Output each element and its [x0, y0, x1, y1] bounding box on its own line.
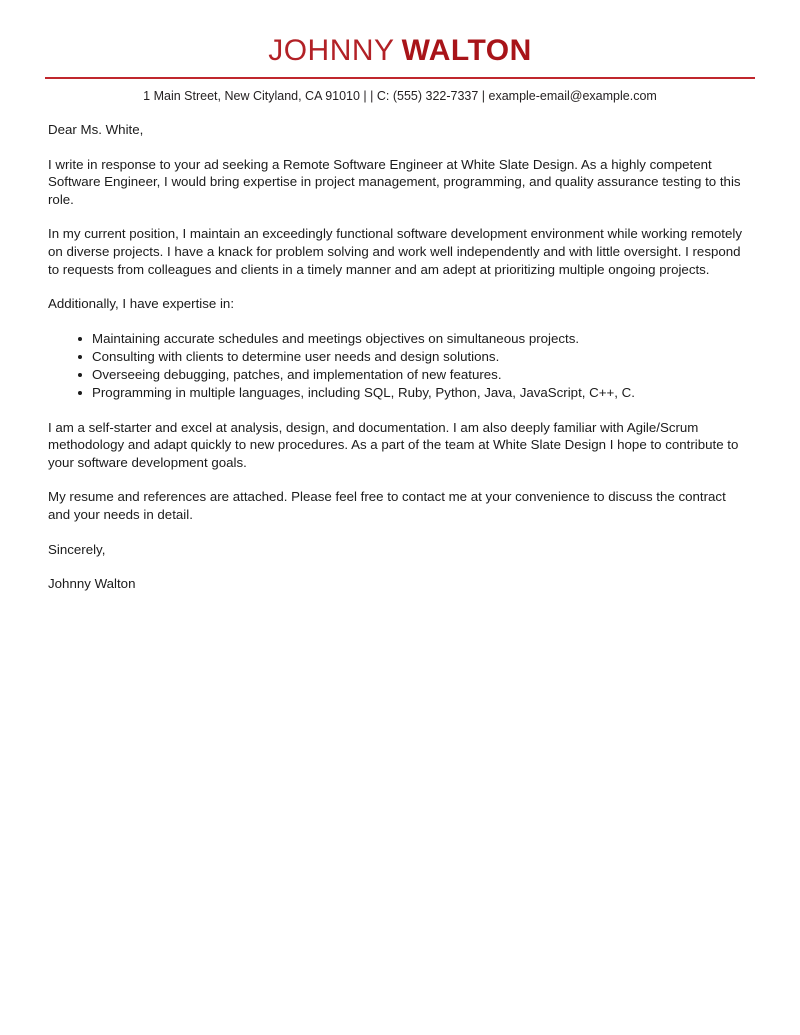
list-item — [78, 330, 750, 348]
contact-line: 1 Main Street, New Cityland, CA 91010 | | C: (555) 322-7337 | example-email@example.com — [143, 89, 657, 103]
list-item — [78, 348, 750, 366]
page-title — [0, 34, 800, 68]
letterhead — [0, 0, 800, 104]
list-item — [78, 366, 750, 384]
first-name: JOHNNY — [268, 34, 395, 67]
signature-name: Johnny Walton — [48, 576, 136, 592]
expertise-list — [48, 330, 750, 402]
bullet-icon — [78, 355, 82, 359]
salutation: Dear Ms. White, — [48, 122, 144, 137]
bullet-icon — [78, 391, 82, 395]
paragraph-3: I am a self-starter and excel at analysis, design, and documentation. I am also deeply familiar with Agile/Scrum methodology and adapt quickly to new procedures. As a part of the team at White Slate Design I hope to contribute to your software development goals. — [48, 419, 739, 470]
letter-body — [48, 104, 750, 593]
bullet-icon — [78, 337, 82, 341]
paragraph-2: In my current position, I maintain an exceedingly functional software development environment while working remotely on diverse projects. I have a knack for problem solving and work well independently and with little oversight. I respond to requests from colleagues and clients in a timely manner and am adept at prioritizing multiple ongoing projects. — [48, 226, 743, 277]
closing-salutation: Sincerely, — [48, 541, 106, 557]
expertise-intro: Additionally, I have expertise in: — [48, 296, 235, 312]
list-item-label: Maintaining accurate schedules and meetings objectives on simultaneous projects. — [92, 330, 580, 346]
list-item-label: Overseeing debugging, patches, and implementation of new features. — [92, 366, 502, 382]
paragraph-4: My resume and references are attached. Please feel free to contact me at your convenience to discuss the contract and your needs in detail. — [48, 489, 726, 522]
list-item — [78, 384, 750, 402]
header-divider — [45, 77, 755, 79]
last-name: WALTON — [401, 34, 532, 67]
bullet-icon — [78, 373, 82, 377]
list-item-label: Programming in multiple languages, including SQL, Ruby, Python, Java, JavaScript, C++, C. — [92, 385, 635, 401]
list-item-label: Consulting with clients to determine user needs and design solutions. — [92, 348, 500, 364]
paragraph-1: I write in response to your ad seeking a Remote Software Engineer at White Slate Design. As a highly competent Software Engineer, I would bring expertise in project management, programming, and quality assurance testing to this role. — [48, 156, 741, 207]
